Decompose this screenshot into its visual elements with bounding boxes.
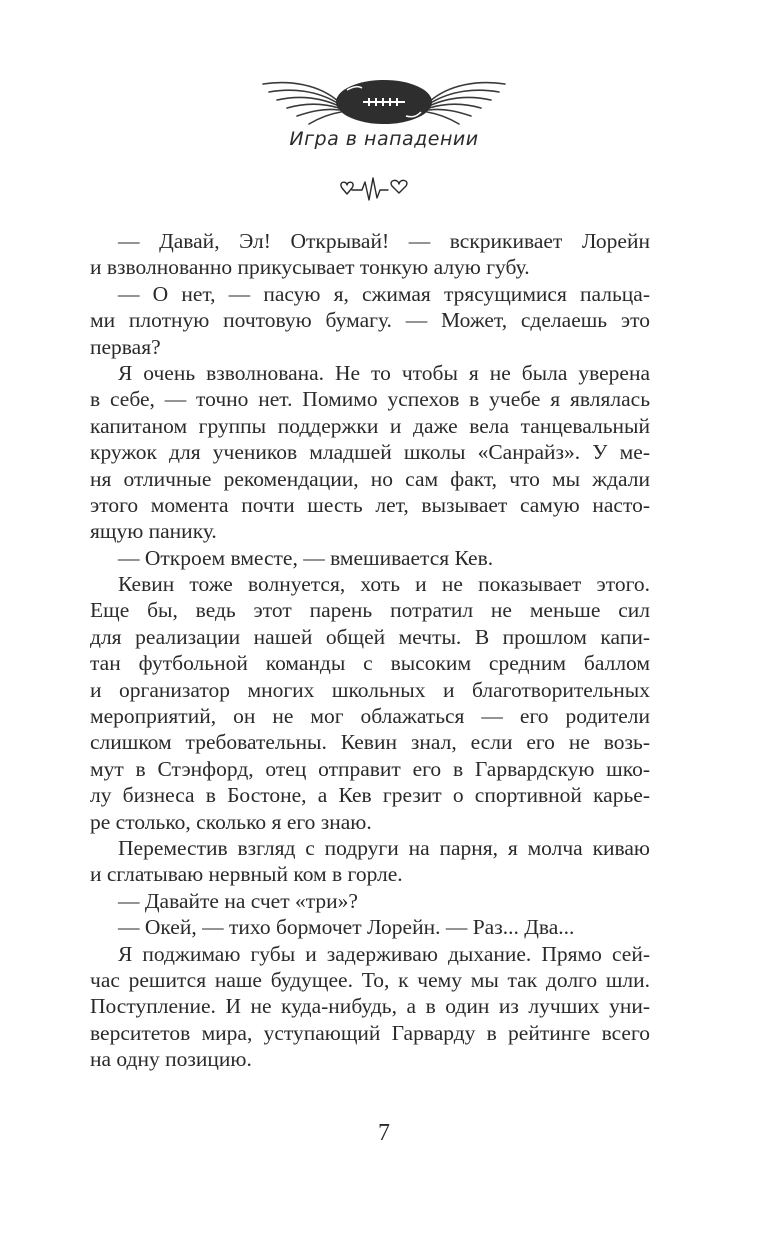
page-number: 7: [378, 1120, 390, 1146]
text-line: кружок для учеников младшей школы «Санрайз». У ме-: [90, 440, 650, 465]
text-line: и сглатываю нервный ком в горле.: [90, 862, 403, 887]
text-line: ре столько, сколько я его знаю.: [90, 809, 372, 834]
text-line: лу бизнеса в Бостоне, а Кев грезит о спортивной карье-: [90, 783, 650, 808]
text-line: — О нет, — пасую я, сжимая трясущимися пальца-: [118, 281, 650, 306]
text-line: Кевин тоже волнуется, хоть и не показывает этого.: [118, 572, 650, 597]
text-line: первая?: [90, 334, 161, 359]
text-line: — Откроем вместе, — вмешивается Кев.: [118, 545, 494, 570]
text-line: капитаном группы поддержки и даже вела танцевальный: [90, 413, 650, 438]
text-line: мероприятий, он не мог облажаться — его родители: [90, 704, 650, 729]
text-line: верситетов мира, уступающий Гарварду в рейтинге всего: [90, 1020, 650, 1045]
text-line: ящую панику.: [90, 519, 217, 544]
text-line: для реализации нашей общей мечты. В прошлом капи-: [90, 624, 650, 649]
text-line: ми плотную почтовую бумагу. — Может, сделаешь это: [90, 308, 650, 333]
text-line: Я поджимаю губы и задерживаю дыхание. Прямо сей-: [118, 941, 650, 966]
heartbeat-hearts-icon: [336, 176, 416, 204]
text-line: — Окей, — тихо бормочет Лорейн. — Раз... Два...: [118, 915, 575, 940]
text-line: мут в Стэнфорд, отец отправит его в Гарвардскую шко-: [90, 756, 650, 781]
text-line: час решится наше будущее. То, к чему мы так долго шли.: [90, 967, 650, 992]
text-line: и взволнованно прикусывает тонкую алую губу.: [90, 255, 530, 280]
text-line: тан футбольной команды с высоким средним баллом: [90, 651, 650, 676]
text-line: слишком требовательны. Кевин знал, если его не возь-: [90, 730, 650, 755]
text-line: на одну позицию.: [90, 1047, 252, 1072]
text-line: — Давай, Эл! Открывай! — вскрикивает Лорейн: [118, 229, 650, 253]
winged-football-icon: [259, 76, 509, 128]
body-text: [90, 228, 650, 1073]
text-line: — Давайте на счет «три»?: [118, 888, 358, 913]
text-line: и организатор многих школьных и благотворительных: [90, 677, 650, 702]
running-header-title: Игра в нападении: [289, 128, 479, 150]
text-line: Я очень взволнована. Не то чтобы я не была уверена: [118, 360, 650, 385]
text-line: Переместив взгляд с подруги на парня, я молча киваю: [118, 835, 650, 860]
text-line: ня отличные рекомендации, но сам факт, что мы ждали: [90, 466, 650, 491]
text-line: Поступление. И не куда-нибудь, а в один из лучших уни-: [90, 994, 650, 1019]
text-line: Еще бы, ведь этот парень потратил не меньше сил: [90, 598, 650, 623]
text-line: в себе, — точно нет. Помимо успехов в учебе я являлась: [90, 387, 650, 412]
text-line: этого момента почти шесть лет, вызывает самую насто-: [90, 492, 650, 517]
